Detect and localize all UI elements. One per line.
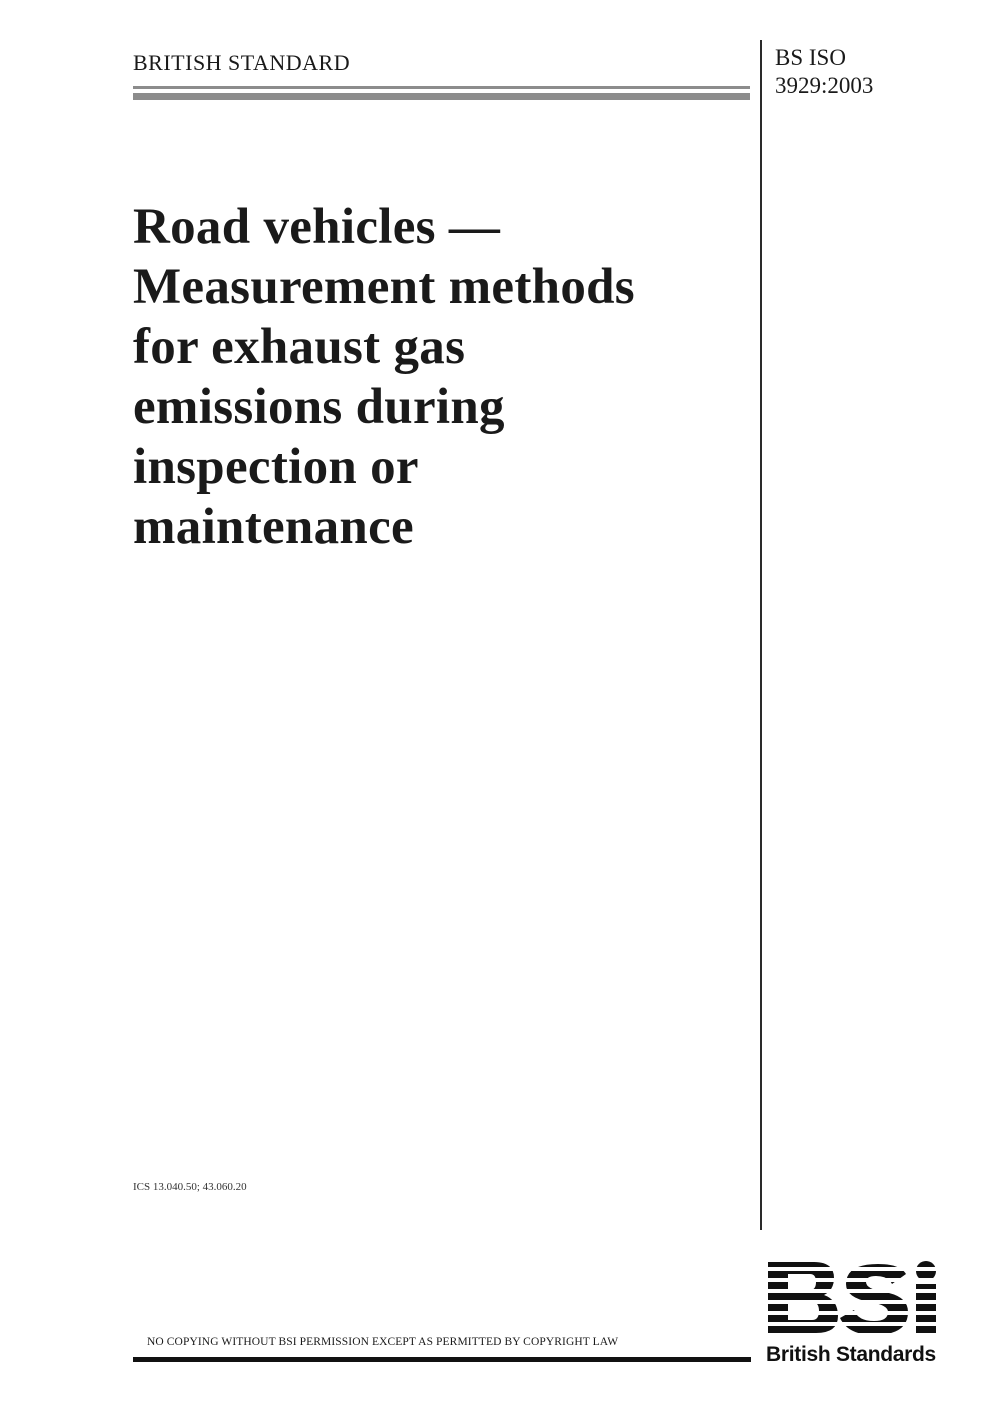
header-rule-thick <box>133 93 750 100</box>
vertical-divider <box>760 40 762 1230</box>
series-label: BRITISH STANDARD <box>133 50 351 75</box>
title-line: Road vehicles — <box>133 199 501 255</box>
title-line: maintenance <box>133 499 414 555</box>
header-rule-thin <box>133 86 750 89</box>
standard-number <box>775 44 873 100</box>
standard-number-line-2: 3929:2003 <box>775 73 874 98</box>
bsi-wordmark: British Standards <box>766 1343 936 1366</box>
title-line: for exhaust gas <box>133 319 466 375</box>
standard-number-line-1: BS ISO <box>775 45 846 70</box>
document-title <box>133 197 753 557</box>
copyright-notice: NO COPYING WITHOUT BSI PERMISSION EXCEPT AS PERMITTED BY COPYRIGHT LAW <box>147 1336 619 1348</box>
bsi-logo-mark <box>766 1260 946 1340</box>
footer-rule <box>133 1357 751 1362</box>
title-line: inspection or <box>133 439 419 495</box>
ics-code: ICS 13.040.50; 43.060.20 <box>133 1181 247 1193</box>
title-line: emissions during <box>133 379 505 435</box>
title-line: Measurement methods <box>133 259 635 315</box>
